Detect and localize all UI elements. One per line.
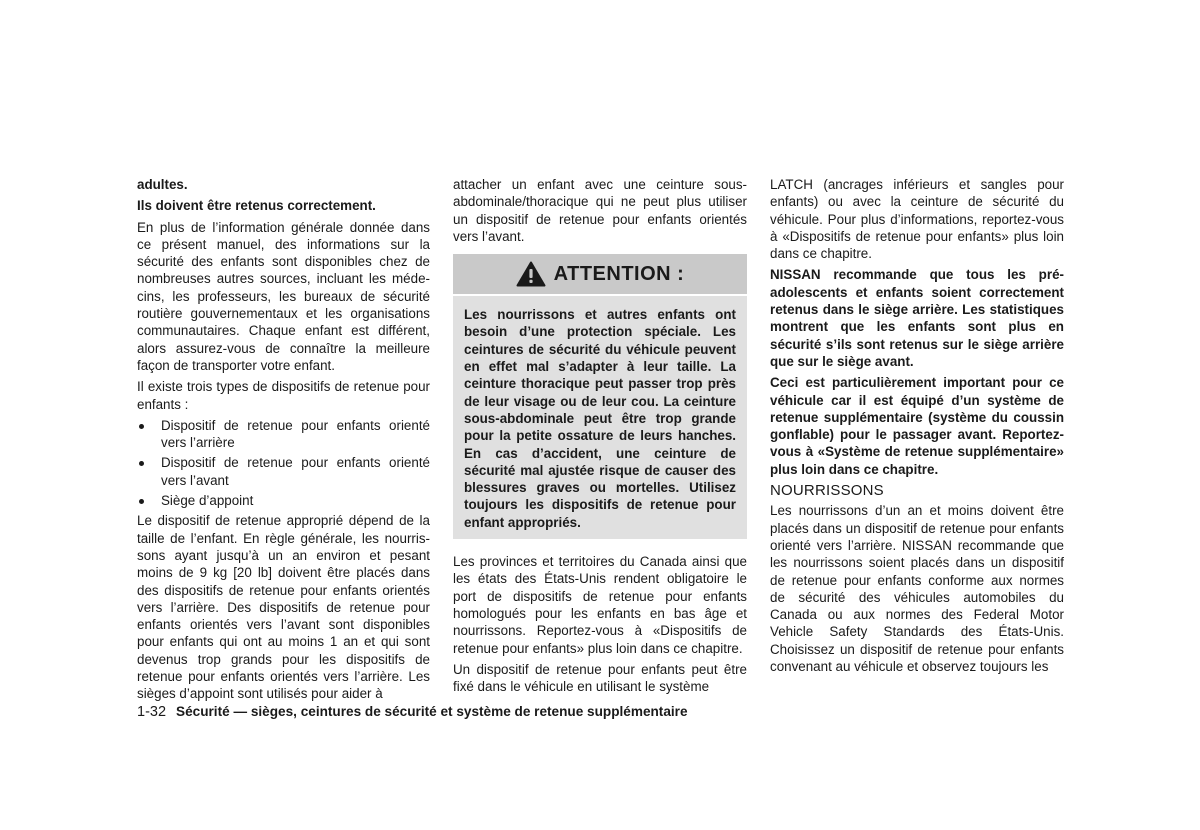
warning-text: Les nourrissons et autres enfants ont besoin d’une protection spéciale. Les ceintures de sécurité du véhicule peuvent en effet mal s’adapter à leur taille. La ceinture thoracique peut passer trop près de leur visage ou de leur cou. La ceinture sous-abdominale peut être trop grande pour la petite ossature de leurs hanches. En cas d’accident, une ceinture de sécurité mal ajustée risque de causer des blessures graves ou mortelles. Utilisez toujours les dispositifs de retenue pour enfant appropriés. <box>453 296 747 539</box>
paragraph-adultes: adultes. <box>137 177 188 192</box>
page-number: 1-32 <box>137 704 167 720</box>
paragraph-latch: LATCH (ancrages inférieurs et sangles pour enfants) ou avec la ceinture de sécurité du véhicule. Pour plus d’informations, reportez-vous à «Dispositifs de retenue pour enfants» plus loin dans ce chapitre. <box>770 177 1064 262</box>
warning-title: ATTENTION : <box>553 262 685 285</box>
column-1 <box>137 176 430 707</box>
section-title: Sécurité — sièges, ceintures de sécurité et système de retenue supplémentaire <box>176 704 688 719</box>
bullet-icon <box>139 461 144 466</box>
page-footer <box>137 704 688 720</box>
bullet-icon <box>139 424 144 429</box>
paragraph-dispositif-approprie: Le dispositif de retenue approprié dépend de la taille de l’enfant. En règle générale, les nourrissons ayant jusqu’à un an environ et pesant moins de 9 kg [20 lb] doivent être placés dans des dispositifs de retenue pour enfants orientés vers l’arrière. Des dispositifs de retenue pour enfants orientés vers l’avant sont disponibles pour enfants qui ont au moins 1 an et qui sont devenus trop grands pour les dispositifs de retenue pour enfants orientés vers l’arrière. Les sièges d’appoint sont utilisés pour aider à <box>137 513 430 702</box>
paragraph-information-generale: En plus de l’information générale donnée dans ce présent manuel, des informations sur la sécurité des enfants sont disponibles chez de nombreuses autres sources, incluant les médecins, les professeurs, les bureaux de sécurité routière gouvernementaux et les organisations communautaires. Chaque enfant est différent, alors assurez-vous de connaître la meilleure façon de transporter votre enfant. <box>137 219 430 373</box>
paragraph-nourrissons: Les nourrissons d’un an et moins doivent être placés dans un dispositif de retenue pour enfants orienté vers l’arrière. NISSAN recommande que les nourrissons soient placés dans un dispositif de retenue pour enfants conforme aux normes de sécurité des véhicules automobiles du Canada ou aux normes des Federal Motor Vehicle Safety Standards des États-Unis. Choisissez un dispositif de retenue pour enfants convenant au véhicule et observez toujours les <box>770 503 1064 675</box>
list-item-text: Dispositif de retenue pour enfants orienté vers l’arrière <box>161 417 430 451</box>
section-heading-nourrissons: NOURRISSONS <box>770 482 884 500</box>
bullet-icon <box>139 499 144 504</box>
list-item-text: Siège d’appoint <box>161 493 254 509</box>
warning-header <box>453 254 747 294</box>
restraint-types-list <box>137 417 430 509</box>
paragraph-provinces-territoires: Les provinces et territoires du Canada ainsi que les états des États-Unis rendent obligatoire le port de dispositifs de retenue pour enfants homologués pour les enfants en bas âge et nourrissons. Reportez-vous à «Dispositifs de retenue pour enfants» plus loin dans ce chapitre. <box>453 554 747 656</box>
paragraph-nissan-recommande: NISSAN recommande que tous les préadolescents et enfants soient correctement retenus dans le siège arrière. Les statistiques montrent que les enfants sont plus en sécurité s’ils sont retenus sur le siège arrière que sur le siège avant. <box>770 267 1064 369</box>
list-item <box>137 454 430 489</box>
column-2 <box>453 176 747 699</box>
list-item <box>137 417 430 452</box>
list-item <box>137 492 430 509</box>
paragraph-trois-types: Il existe trois types de dispositifs de retenue pour enfants : <box>137 379 430 412</box>
paragraph-retenus-correctement: Ils doivent être retenus correctement. <box>137 198 376 214</box>
paragraph-dispositif-fixe: Un dispositif de retenue pour enfants peut être fixé dans le véhicule en utilisant le système <box>453 661 747 695</box>
column-3 <box>770 176 1064 679</box>
warning-triangle-icon <box>516 261 546 287</box>
list-item-text: Dispositif de retenue pour enfants orienté vers l’avant <box>161 455 430 488</box>
paragraph-particulierement-important: Ceci est particulièrement important pour ce véhicule car il est équipé d’un système de retenue supplémentaire (système du coussin gonflable) pour le passager avant. Reportez-vous à «Système de retenue supplémentaire» plus loin dans ce chapitre. <box>770 375 1064 477</box>
warning-box <box>453 254 747 539</box>
paragraph-attacher-enfant: attacher un enfant avec une ceinture sous-abdominale/thoracique qui ne peut plus utiliser un dispositif de retenue pour enfants orientés vers l’avant. <box>453 177 747 244</box>
